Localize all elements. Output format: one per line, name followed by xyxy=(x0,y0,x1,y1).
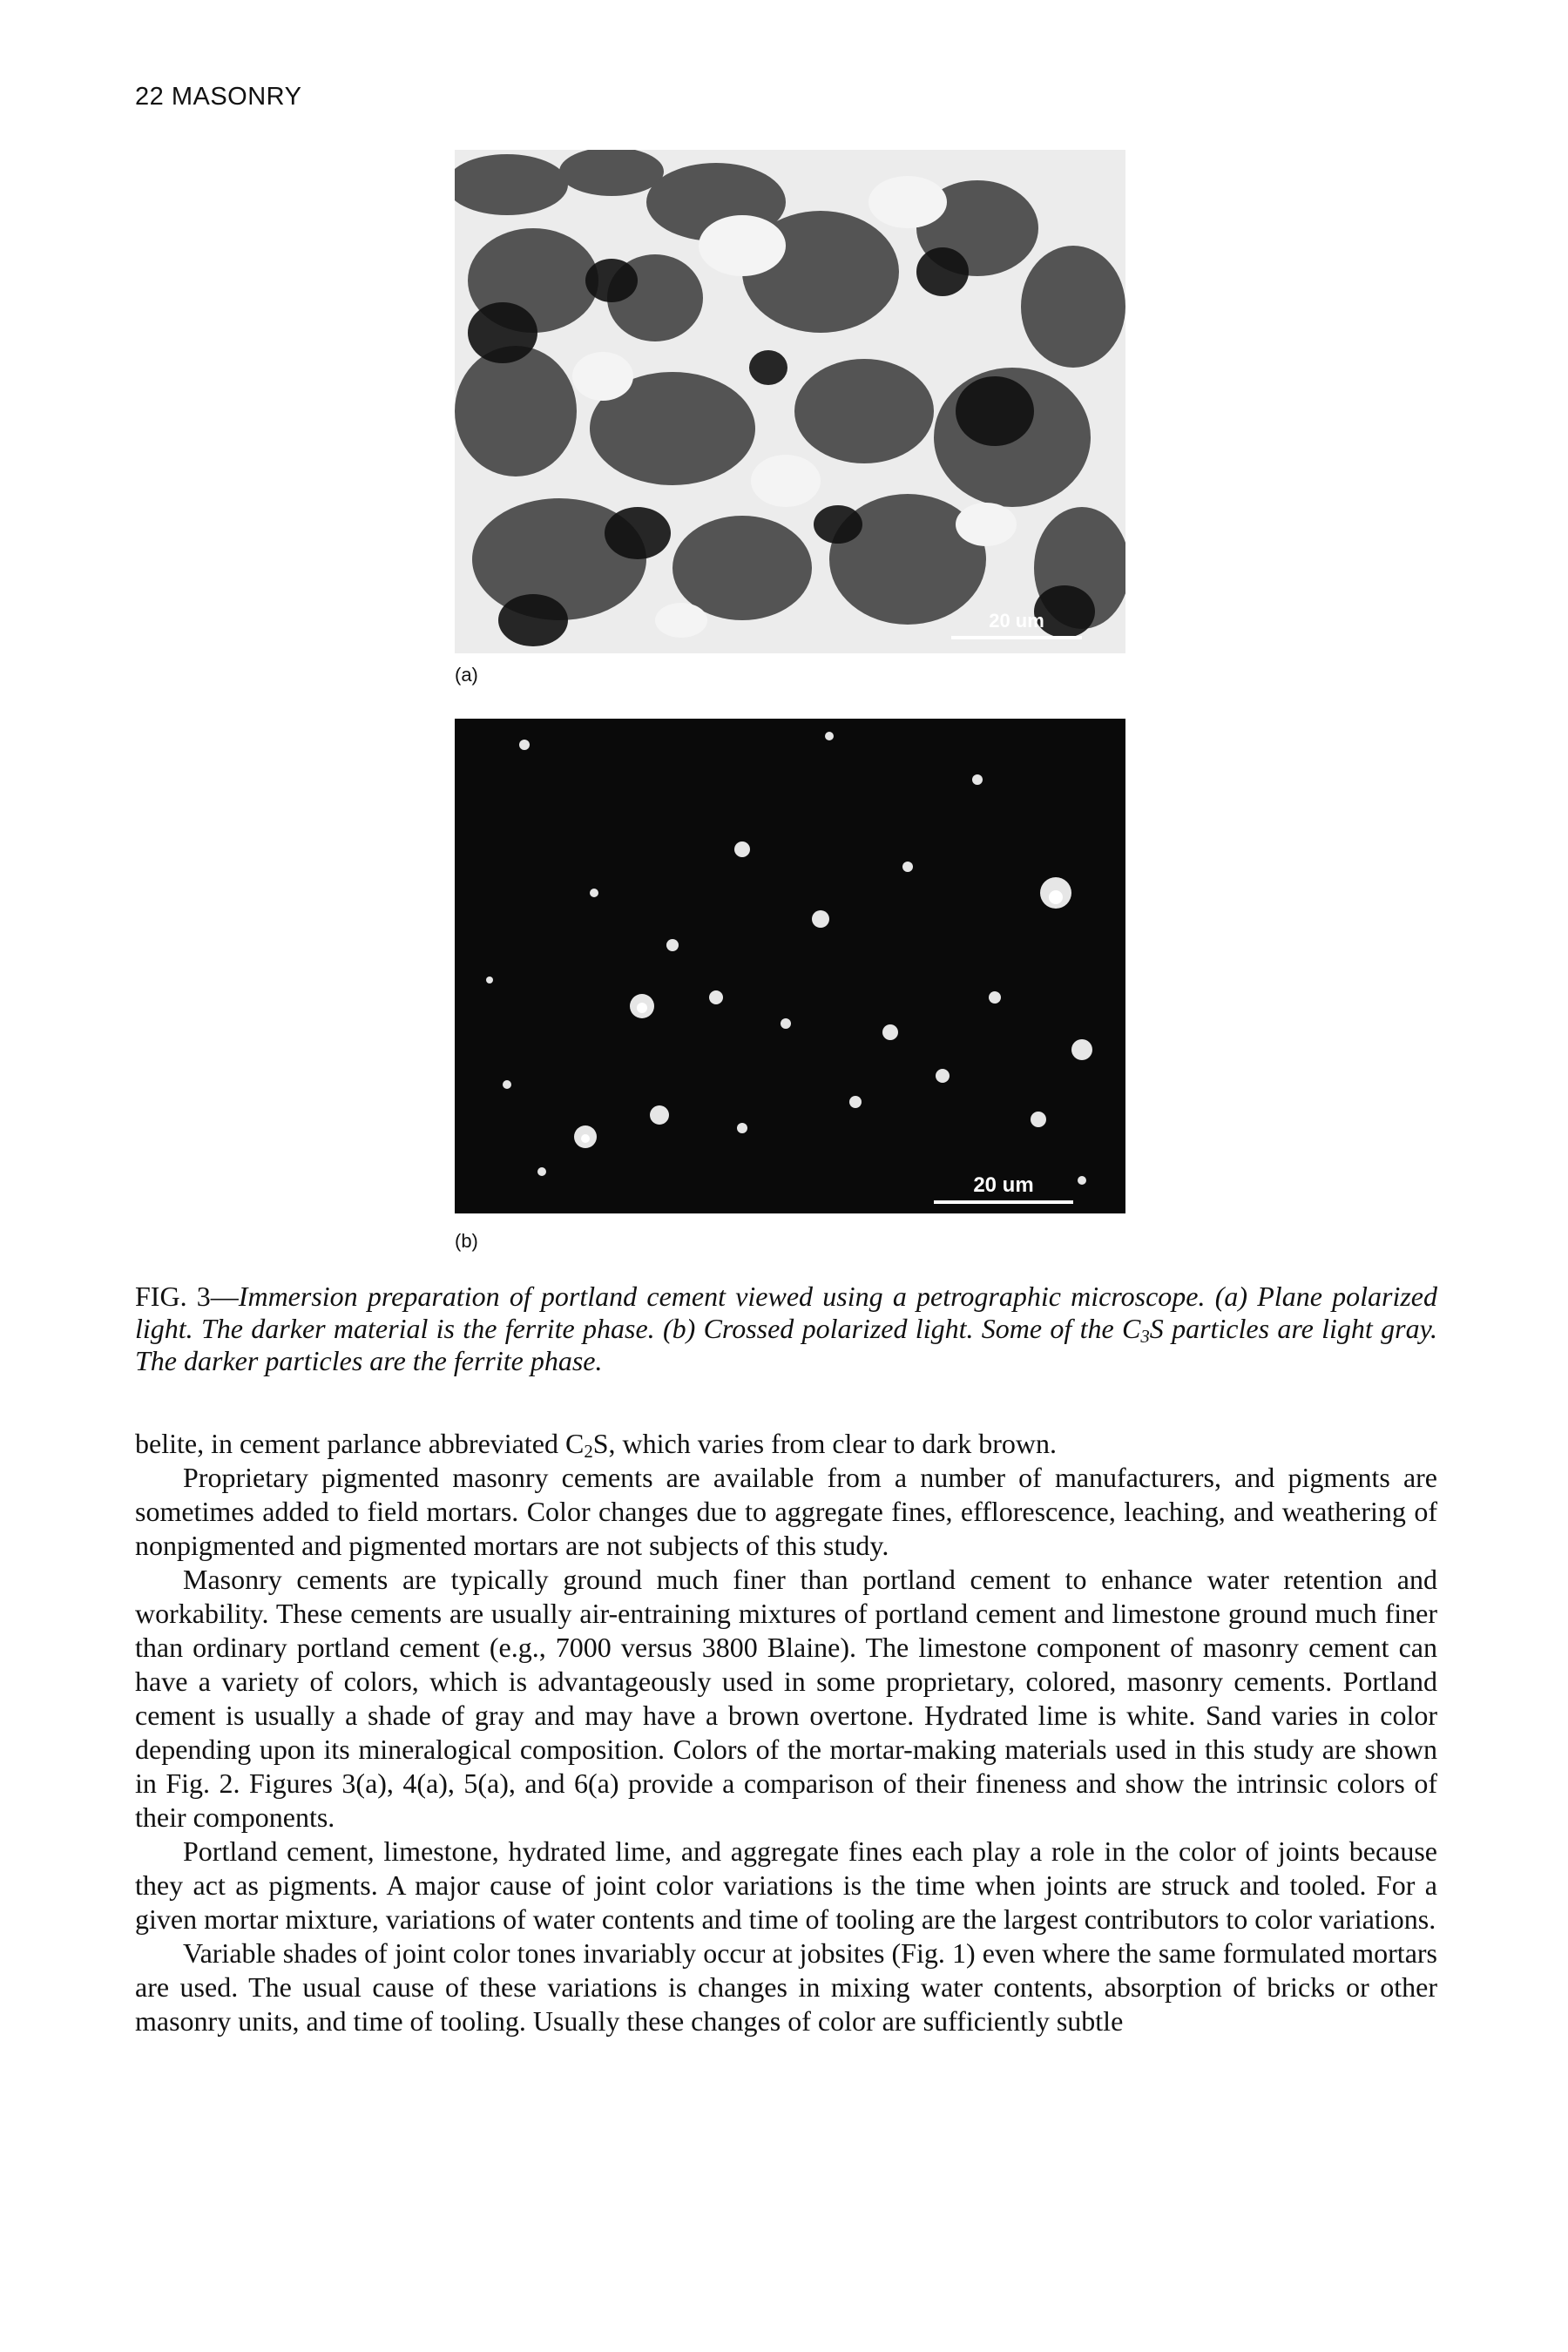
paragraph-1-text-b: S, which varies from clear to dark brown. xyxy=(592,1428,1057,1459)
body-text xyxy=(135,1427,1437,2038)
paragraph-1-subscript: 2 xyxy=(584,1442,593,1463)
panel-label-b: (b) xyxy=(455,1230,478,1252)
paragraph-4: Portland cement, limestone, hydrated lime, and aggregate fines each play a role in the color of joints because they act as pigments. A major cause of joint color variations is the time when joints are struck and tooled. For a given mortar mixture, variations of water contents and time of tooling are the largest contributors to color variations. xyxy=(135,1835,1437,1935)
figure-number: FIG. 3— xyxy=(135,1281,239,1312)
paragraph-1 xyxy=(135,1427,1437,1461)
micrograph-plane-polarized xyxy=(455,150,1125,653)
paragraph-3: Masonry cements are typically ground much finer than portland cement to enhance water retention and workability. These cements are usually air-entraining mixtures of portland cement and limestone ground much finer than ordinary portland cement (e.g., 7000 versus 3800 Blaine). The limestone component of masonry cement can have a variety of colors, which is advantageously used in some proprietary, colored, masonry cements. Portland cement is usually a shade of gray and may have a brown overtone. Hydrated lime is white. Sand varies in color depending upon its mineralogical composition. Colors of the mortar-making materials used in this study are shown in Fig. 2. Figures 3(a), 4(a), 5(a), and 6(a) provide a comparison of their fineness and show the intrinsic colors of their components. xyxy=(135,1564,1437,1833)
micrograph-crossed-polarized xyxy=(455,719,1125,1213)
scale-bar-label-a: 20 um xyxy=(989,610,1044,632)
caption-text-2: S particles are light gray. The darker particles are the ferrite phase. xyxy=(135,1313,1438,1376)
caption-subscript: 3 xyxy=(1140,1327,1150,1348)
paragraph-1-text-a: belite, in cement parlance abbreviated C xyxy=(135,1428,585,1459)
figure-caption xyxy=(135,1281,1437,1377)
scale-bar-label-b: 20 um xyxy=(973,1173,1034,1197)
paragraph-2: Proprietary pigmented masonry cements are available from a number of manufacturers, and pigments are sometimes added to field mortars. Color changes due to aggregate fines, efflorescence, leaching, and weathering of nonpigmented and pigmented mortars are not subjects of this study. xyxy=(135,1462,1437,1561)
panel-label-a: (a) xyxy=(455,664,478,686)
running-head: 22 MASONRY xyxy=(135,83,302,111)
paragraph-5: Variable shades of joint color tones invariably occur at jobsites (Fig. 1) even where the same formulated mortars are used. The usual cause of these variations is changes in mixing water contents, absorption of bricks or other masonry units, and time of tooling. Usually these changes of color are sufficiently subtle xyxy=(135,1937,1437,2037)
caption-text-1: Immersion preparation of portland cement viewed using a petrographic microscope. (a) Plane polarized light. The darker material is the ferrite phase. (b) Crossed polarized light. Some of the C xyxy=(135,1281,1438,1344)
